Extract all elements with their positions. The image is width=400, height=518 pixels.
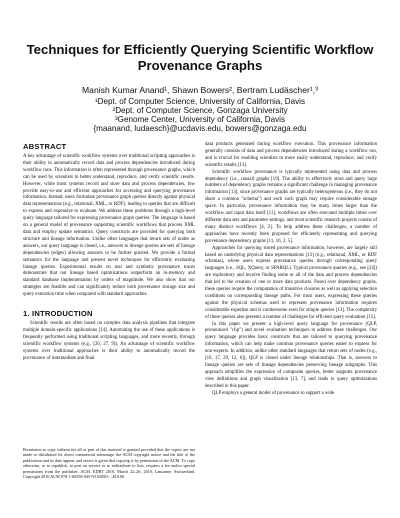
affiliation-1: ¹Dept. of Computer Science, University of California, Davis <box>94 97 306 106</box>
right-paragraph-1: data products generated during workflow execution. This provenance information generally consists of data and process dependencies introduced during a workflow run, and is crucial for enabling scientists to more easily understand, reproduce, and verify scientific results [13]. <box>205 142 377 168</box>
affiliation-2: ²Dept. of Computer Science, Gonzaga University <box>112 106 288 115</box>
introduction-paragraph-1: Scientific results are often based on complex data analysis pipelines that integrate multiple domain-specific applications [14]. Automating the use of these applications is frequently performed using traditional scripting languages, and more recently, through scientific workflow systems (e.g., [20, 27, 9]). An advantage of scientific workflow systems over traditional approaches is their ability to automatically record the provenance of intermediate and final <box>23 321 195 361</box>
author-emails: {maanand, ludaesch}@ucdavis.edu, bowers@gonzaga.edu <box>93 124 307 133</box>
abstract-text: A key advantage of scientific workflow systems over traditional scripting approaches is their ability to automatically record data and process dependencies introduced during workflow runs. This information is often represented through provenance graphs, which can be used by scientists to better understand, reproduce, and verify scientific results. However, while most systems record and store data and process dependencies, few provide easy-to-use and efficient approaches for accessing and querying provenance information. Instead, users formulate provenance graph queries directly against physical data representations (e.g., relational, XML, or RDF), leading to queries that are difficult to express and expensive to evaluate. We address these problems through a high-level query language tailored for expressing provenance graph queries. The language is based on a general model of provenance supporting scientific workflows that process XML data and employ update semantics. Query constructs are provided for querying both structure and lineage information. Unlike other languages that return sets of nodes as answers, our query language is closed, i.e., answers to lineage queries are sets of lineage dependencies (edges) allowing answers to be further queried. We provide a formal semantics for the language and present novel techniques for efficiently evaluating lineage queries. Experimental results on real and synthetic provenance traces demonstrate that our lineage based optimizations outperform an in-memory and standard database implementation by orders of magnitude. We also show that our strategies are feasible and can significantly reduce both provenance storage size and query execution time when compared with standard approaches. <box>23 154 195 298</box>
right-paragraph-4: In this paper we present a high-level query language for provenance (QLP, pronounced "clip") and novel evaluation techniques to address these challenges. Our query language provides basic constructs that are tailored to querying provenance information, which can help make common provenance queries easier to express for non-experts. In addition, unlike other standard languages that return sets of nodes (e.g., [10, 17, 29, 12, 6]), QLP is closed under lineage relationships. That is, answers to lineage queries are sets of lineage dependencies preserving lineage subgraphs. This approach simplifies the expression of composite queries, better supports provenance view definitions and graph visualization [13, 7], and leads to query optimizations described in this paper. <box>205 321 377 389</box>
right-paragraph-2: Scientific workflow provenance is typically represented using data and process dependency (i.e., causal) graphs [19]. The ability to effectively store and query large numbers of dependency graphs remains a significant challenge in managing provenance information [13], since provenance graphs are typically heterogeneous (i.e., they do not share a common "schema") and each such graph may require considerable storage space. In particular, provenance information may be many times larger than the workflow and input data itself [11], workflows are often executed multiple times over different data sets and parameter settings, and most scientific research projects consist of many distinct workflows [4, 2]. To help address these challenges, a number of approaches have recently been proposed for efficiently representing and querying provenance dependency graphs [11, 16, 2, 5]. <box>205 169 377 244</box>
author-names: Manish Kumar Anand¹, Shawn Bowers², Bertram Ludäscher¹,³ <box>82 85 318 95</box>
abstract-heading: ABSTRACT <box>23 142 67 151</box>
right-paragraph-5: QLP employs a general model of provenance to support a wide <box>212 390 335 396</box>
paper-title-line-2: Provenance Graphs <box>137 58 263 73</box>
copyright-footnote: Permission to copy without fee all or part of this material is granted provided that the copies are not made or distributed for direct commercial advantage, the ACM copyright notice and the title of the publication and its date appear, and notice is given that copying is by permission of the ACM. To copy otherwise, or to republish, to post on servers or to redistribute to lists, requires a fee and/or special permissions from the publisher, ACM. EDBT 2010, March 22–26, 2010, Lausanne, Switzerland. Copyright 2010 ACM 978-1-60558-945-9/10/0003 ...$10.00 <box>23 447 195 480</box>
affiliation-3: ³Genome Center, University of California, Davis <box>114 115 286 124</box>
right-column <box>205 142 377 398</box>
right-paragraph-3: Approaches for querying stored provenance information, however, are largely still based on underlying physical data representations [13] (e.g., relational, XML, or RDF schemas), where users express provenance queries through corresponding query languages (i.e., SQL, XQuery, or SPARQL). Typical provenance queries (e.g., see [24]) are exploratory and involve finding some or all of the data and process dependencies that led to the creation of one or more data products. Posed over dependency graphs, these queries require the computation of transitive closures as well as applying selection conditions on corresponding lineage paths. For most users, expressing these queries against the physical schemas used to represent provenance information requires considerable expertise and is cumbersome even for simple queries [13]. The complexity of these queries also presents a number of challenges for efficient query evaluation [15]. <box>205 245 377 320</box>
paper-title-line-1: Techniques for Efficiently Querying Scientific Workflow <box>26 42 374 57</box>
introduction-heading: 1. INTRODUCTION <box>23 309 93 319</box>
left-column <box>23 142 195 362</box>
